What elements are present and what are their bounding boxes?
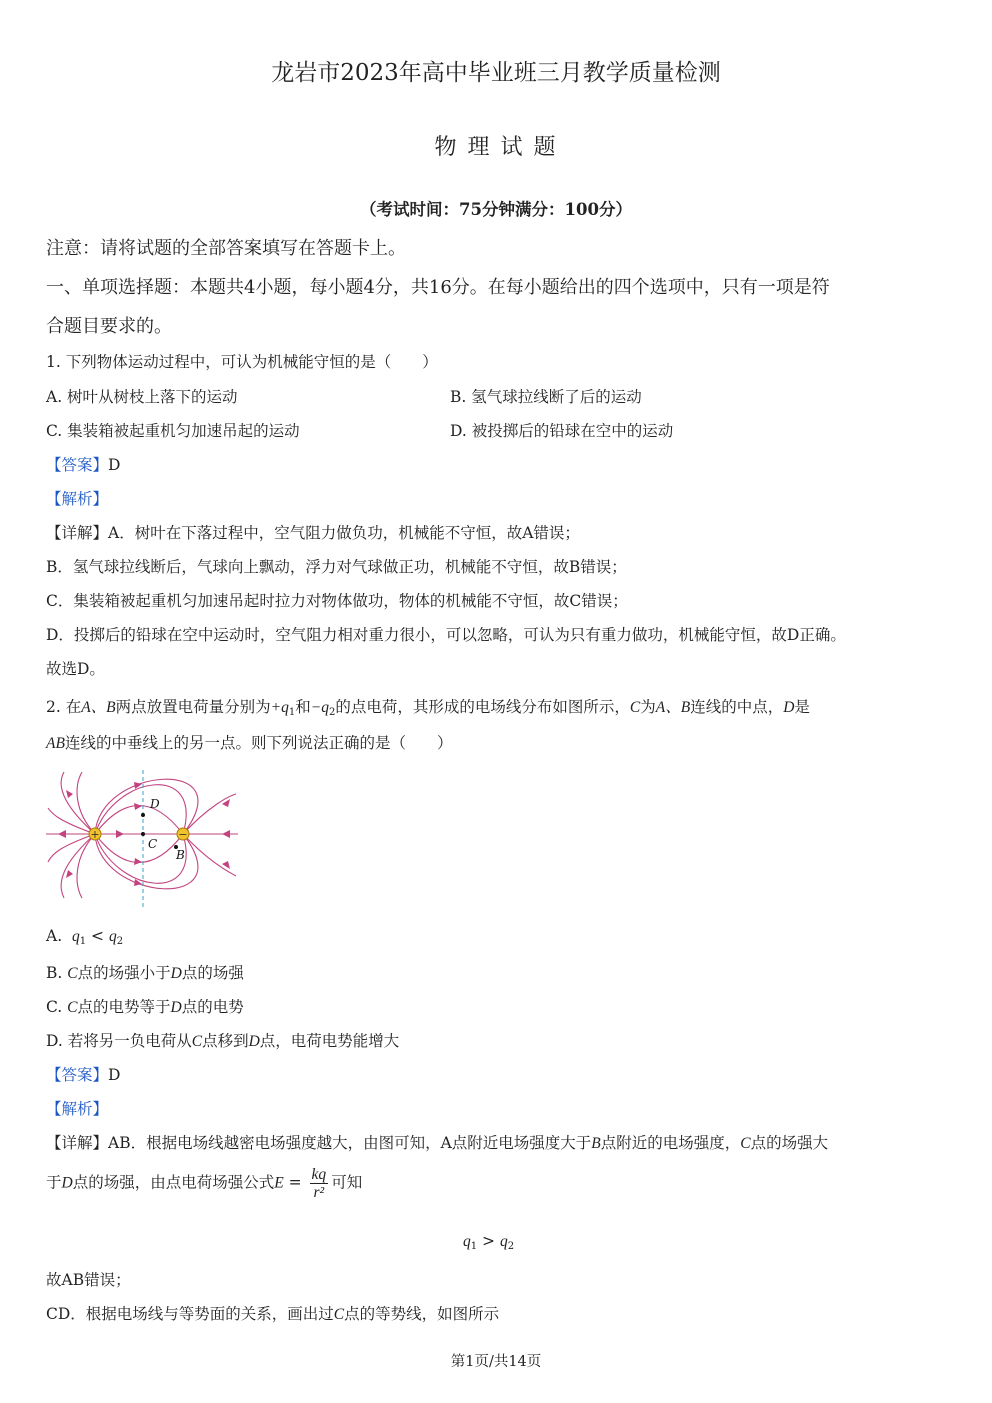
text: 于: [46, 1173, 62, 1192]
q2-detail-line1: [46, 1131, 828, 1153]
q1-answer: [46, 453, 120, 475]
q2-option-c: [46, 995, 244, 1017]
fraction: [310, 1166, 329, 1201]
subscript: 1: [288, 707, 296, 718]
var: q: [463, 1233, 471, 1250]
answer-value: D: [108, 1066, 121, 1084]
subscript: 2: [116, 936, 124, 947]
subscript: 1: [470, 1241, 478, 1252]
label-b: B: [176, 848, 185, 862]
var: +q: [270, 699, 289, 716]
q1-conclusion: 故选D。: [46, 660, 105, 678]
field-line: [48, 808, 95, 834]
paper-title: 龙岩市2023年高中毕业班三月教学质量检测: [271, 60, 721, 86]
var: D: [170, 999, 182, 1016]
q2-result-formula: [463, 1232, 514, 1252]
numerator: kq: [311, 1166, 327, 1183]
var: D: [170, 965, 182, 982]
minus-sign: −: [178, 828, 188, 841]
q2-stem-line1: [46, 695, 810, 718]
subscript: 1: [79, 936, 87, 947]
answer-value: D: [108, 456, 121, 474]
text: B.: [46, 964, 68, 982]
arrow-icon: [58, 830, 66, 838]
plus-sign: +: [90, 828, 100, 841]
var: B: [591, 1135, 601, 1152]
field-lines-figure: [44, 766, 244, 911]
q2-detail-cd: [46, 1302, 499, 1324]
text: A.: [46, 927, 68, 945]
detail-text: A．树叶在下落过程中，空气阻力做负功，机械能不守恒，故A错误；: [108, 524, 580, 542]
text: 点的电势: [181, 998, 244, 1016]
text: 点的等势线，如图所示: [344, 1305, 500, 1323]
var: D: [783, 699, 795, 716]
label-c: C: [148, 837, 158, 851]
var: A、B: [655, 699, 691, 716]
var: q: [72, 928, 80, 945]
var: A、B: [81, 699, 116, 716]
section-heading-2: 合题目要求的。: [46, 316, 172, 337]
q2-stem-line2: [46, 731, 452, 753]
q1-option-d: D. 被投掷后的铅球在空中的运动: [450, 422, 674, 440]
text: 点的电势等于: [77, 998, 171, 1016]
text: 点的场强大: [750, 1134, 829, 1152]
field-line: [77, 772, 95, 834]
var: C: [333, 1306, 345, 1323]
subscript: 2: [329, 707, 336, 718]
answer-label: 【答案】: [46, 1066, 109, 1084]
var: C: [67, 965, 78, 982]
arrow-icon: [66, 870, 73, 878]
denominator: r²: [313, 1184, 325, 1201]
field-line: [77, 834, 95, 898]
var: D: [61, 1174, 73, 1192]
point-d: [141, 813, 145, 817]
text: 2. 在: [46, 698, 82, 716]
operator: <: [86, 927, 109, 945]
field-line: [183, 794, 236, 834]
notice: 注意：请将试题的全部答案填写在答题卡上。: [46, 238, 406, 259]
detail-label: 【详解】: [46, 524, 109, 542]
var: D: [248, 1033, 260, 1050]
q1-detail-c: C．集装箱被起重机匀加速吊起时拉力对物体做功，物体的机械能不守恒，故C错误；: [46, 592, 628, 610]
q1-detail-b: B．氢气球拉线断后，气球向上飘动，浮力对气球做正功，机械能不守恒，故B错误；: [46, 558, 627, 576]
section-heading-1: 一、单项选择题：本题共4小题，每小题4分，共16分。在每小题给出的四个选项中，只有一项是符: [46, 277, 830, 298]
text: AB．根据电场线越密电场强度越大，由图可知，A点附近电场强度大于: [108, 1134, 592, 1152]
q2-answer: [46, 1063, 120, 1085]
page-number: 第1页/共14页: [450, 1354, 542, 1370]
text: 的点电荷，其形成的电场线分布如图所示，: [335, 698, 630, 716]
text: 和: [295, 698, 311, 716]
text: CD．根据电场线与等势面的关系，画出过: [46, 1305, 334, 1323]
q1-detail-d: D．投掷后的铅球在空中运动时，空气阻力相对重力很小，可以忽略，可认为只有重力做功，机械能守恒，故D正确。: [46, 626, 846, 644]
q2-option-a: [46, 927, 123, 947]
label-d: D: [150, 797, 160, 811]
var: −q: [310, 699, 329, 716]
text: 点附近的电场强度，: [600, 1134, 741, 1152]
arrow-icon: [116, 830, 124, 838]
text: C.: [46, 998, 68, 1016]
answer-label: 【答案】: [46, 456, 109, 474]
q2-analysis-label: 【解析】: [46, 1100, 109, 1118]
text: 点的场强小于: [77, 964, 171, 982]
text: 点移到: [202, 1032, 249, 1050]
text: 点的场强，由点电荷场强公式: [72, 1173, 275, 1192]
text: D. 若将另一负电荷从: [46, 1032, 192, 1050]
var: q: [499, 1233, 508, 1250]
arrow-icon: [222, 830, 230, 838]
var: E: [274, 1174, 284, 1192]
q2-detail-line2: [46, 1166, 362, 1201]
detail-label: 【详解】: [46, 1134, 109, 1152]
q1-option-a: A. 树叶从树枝上落下的运动: [46, 388, 238, 406]
text: 点的场强: [181, 964, 244, 982]
field-line: [183, 834, 236, 876]
text: 是: [794, 698, 810, 716]
var: C: [67, 999, 78, 1016]
arrow-icon: [134, 803, 142, 810]
exam-info: （考试时间：75分钟满分：100分）: [360, 200, 632, 219]
text: 为: [640, 698, 656, 716]
var: C: [629, 699, 641, 716]
text: 两点放置电荷量分别为: [115, 698, 271, 716]
q1-stem: 1. 下列物体运动过程中，可认为机械能守恒的是（ ）: [46, 353, 438, 371]
subscript: 2: [507, 1241, 515, 1252]
field-line: [95, 834, 186, 883]
q2-conclusion-ab: 故AB错误；: [46, 1271, 131, 1289]
field-line: [48, 834, 95, 862]
q2-option-b: [46, 961, 244, 983]
q2-option-d: [46, 1029, 399, 1051]
text: 连线的中垂线上的另一点。则下列说法正确的是（ ）: [64, 734, 453, 752]
operator: >: [477, 1232, 500, 1250]
point-c: [141, 832, 145, 836]
text: 可知: [331, 1173, 363, 1192]
arrow-icon: [66, 790, 73, 798]
field-line: [95, 785, 186, 834]
q1-option-c: C. 集装箱被起重机匀加速吊起的运动: [46, 422, 300, 440]
text: 连线的中点，: [690, 698, 784, 716]
q1-analysis-label: 【解析】: [46, 490, 109, 508]
q1-option-b: B. 氢气球拉线断了后的运动: [450, 388, 642, 406]
subject-title: 物 理 试 题: [434, 135, 558, 160]
q1-detail-a: [46, 521, 580, 543]
var: q: [108, 928, 117, 945]
var: C: [191, 1033, 203, 1050]
text: 点，电荷电势能增大: [259, 1032, 400, 1050]
var: AB: [46, 735, 65, 752]
var: C: [740, 1135, 751, 1152]
operator: =: [283, 1173, 307, 1192]
arrow-icon: [134, 858, 142, 865]
